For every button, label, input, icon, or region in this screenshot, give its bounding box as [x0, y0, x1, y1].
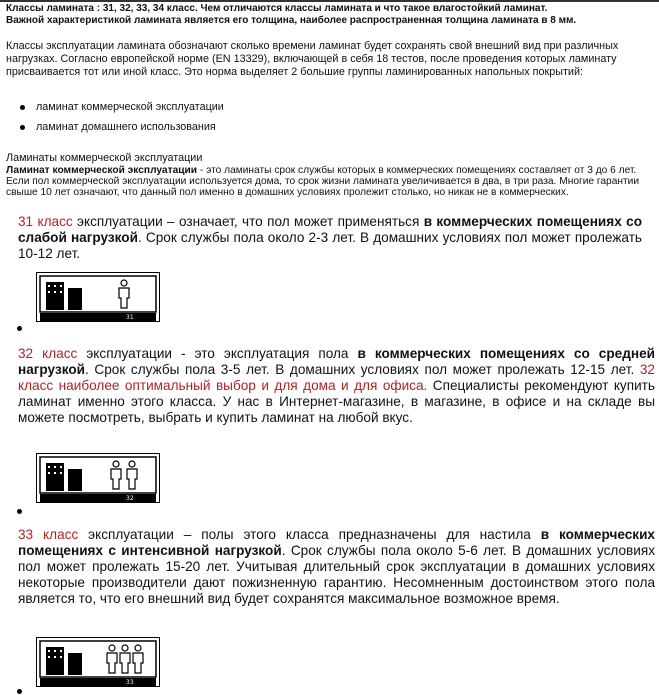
bullet-icon: [17, 326, 22, 331]
class-31-emphasis: в коммерческих помещениях со слабой нагрузкой: [18, 214, 643, 245]
class-32-icon-number: 32: [126, 495, 134, 502]
class-32-text-mid: . Срок службы пола 3-5 лет. В домашних условиях пол может пролежать 12-15 лет.: [84, 362, 640, 377]
commercial-paragraph: [6, 165, 656, 198]
list-item-label: ламинат домашнего использования: [36, 121, 216, 133]
article-header: [6, 3, 656, 27]
class-33-emphasis: в коммерческих помещениях с интенсивной нагрузкой: [18, 527, 655, 558]
class-31-text: эксплуатации – означает, что пол может применяться: [72, 214, 424, 229]
header-line-2: Важной характеристикой ламината является его толщина, наиболее распространенная толщина ламината в 8 мм.: [6, 15, 577, 26]
bullet-icon: [17, 509, 22, 514]
class-33-text-end: . Срок службы пола около 5-6 лет. В домашних условиях пол может пролежать 15-20 лет. Учитывая длительный срок эксплуатации в домашних условиях некоторые производители дают пожизненную гарантию. Несомненным достоинством этого пола является то, что его внешний вид будет сохранятся максимальное возможное время.: [18, 543, 655, 606]
laminate-groups-list: [16, 101, 616, 141]
class-32-usage-icon: [36, 453, 160, 503]
bullet-icon: [20, 125, 25, 130]
list-item-label: ламинат коммерческой эксплуатации: [36, 101, 224, 113]
class-33-icon-number: 33: [126, 679, 134, 686]
section-title: Ламинаты коммерческой эксплуатации: [6, 152, 203, 164]
class-32-text-end: Специалисты рекомендуют купить ламинат именно этого класса. У нас в Интернет-магазине, в магазине, в офисе и на складе вы можете посмотреть, выбрать и купить ламинат на любой вкус.: [18, 378, 655, 425]
class-32-label: 32 класс: [18, 346, 78, 361]
intro-paragraph: Классы эксплуатации ламината обозначают сколько времени ламинат будет сохранять свой внешний вид при различных нагрузках. Согласно европейской норме (EN 13329), включающей в себя 18 тестов, после проведения которых ламинату присваивается тот или иной класс. Это норма выделяет 2 большие группы ламинированных напольных покрытий:: [6, 40, 619, 78]
top-divider: [0, 0, 659, 2]
class-32-text: эксплуатации - это эксплуатация пола: [77, 346, 358, 361]
class-32-recommendation: 32 класс наиболее оптимальный выбор и для дома и для офиса.: [18, 362, 655, 393]
list-item: [16, 101, 616, 121]
bullet-icon: [20, 105, 25, 110]
class-33-text: эксплуатации – полы этого класса предназначены для настила: [78, 527, 541, 542]
class-32-paragraph: [18, 346, 655, 426]
class-33-usage-icon: [36, 637, 160, 687]
header-line-1: Классы ламината : 31, 32, 33, 34 класс. Чем отличаются классы ламината и что такое влагостойкий ламинат.: [6, 3, 548, 14]
class-32-emphasis: в коммерческих помещениях со средней нагрузкой: [18, 346, 655, 377]
bullet-icon: [17, 689, 22, 694]
class-31-icon-number: 31: [126, 314, 134, 321]
commercial-text: - это ламинаты срок службы которых в коммерческих помещениях составляет от 3 до 6 лет. Если пол коммерческой эксплуатации используется дома, то срок жизни ламината увеличивается в два, в три раза. Многие гарантии свыше 10 лет означают, что данный пол именно в домашних условиях пролежит столько, но никак не в коммерческих.: [6, 165, 640, 198]
class-31-text-end: . Срок службы пола около 2-3 лет. В домашних условиях пол может пролежать 10-12 лет.: [18, 230, 642, 261]
list-item: [16, 121, 616, 141]
commercial-term: Ламинат коммерческой эксплуатации: [6, 165, 198, 176]
class-33-paragraph: [18, 527, 655, 607]
class-31-usage-icon: [36, 272, 160, 322]
class-31-paragraph: [18, 214, 642, 262]
class-31-label: 31 класс: [18, 214, 73, 229]
class-33-label: 33 класс: [18, 527, 79, 542]
